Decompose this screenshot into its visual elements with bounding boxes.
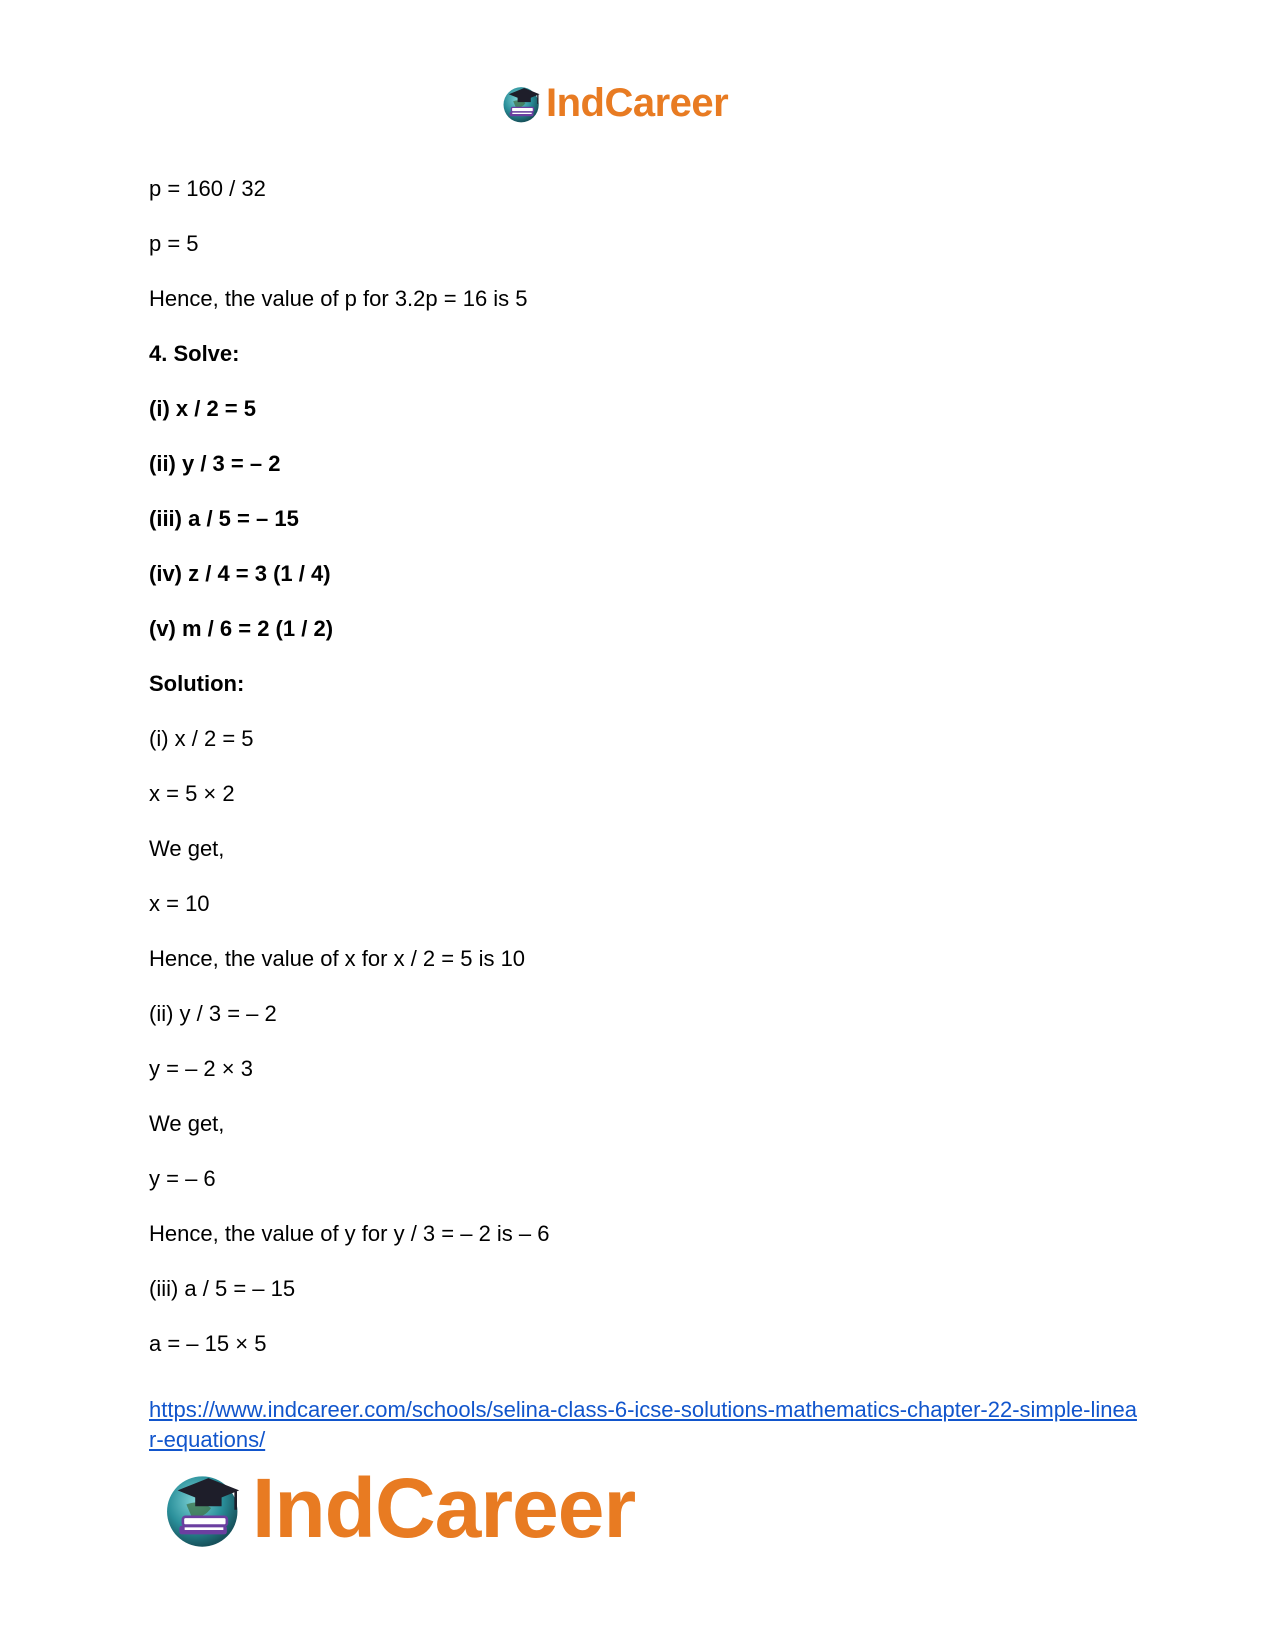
footer-logo-text: IndCareer — [252, 1460, 636, 1555]
question-heading: 4. Solve: — [149, 341, 240, 366]
text-line: p = 5 — [149, 231, 199, 256]
text-line: y = – 2 × 3 — [149, 1056, 253, 1081]
footer-logo — [160, 1460, 635, 1556]
text-line: We get, — [149, 1111, 225, 1136]
text-line: x = 10 — [149, 891, 210, 916]
question-part: (i) x / 2 = 5 — [149, 396, 256, 421]
header-logo — [500, 78, 728, 128]
text-line: Hence, the value of x for x / 2 = 5 is 10 — [149, 946, 526, 971]
graduation-cap-globe-books-icon — [160, 1464, 248, 1552]
text-line: (i) x / 2 = 5 — [149, 726, 254, 751]
header-logo-text: IndCareer — [546, 80, 729, 125]
source-link[interactable]: https://www.indcareer.com/schools/selina-class-6-icse-solutions-mathematics-chapter-22-simple-linear-equations/ — [149, 1397, 1137, 1452]
question-part: (iv) z / 4 = 3 (1 / 4) — [149, 561, 331, 586]
text-line: a = – 15 × 5 — [149, 1331, 267, 1356]
text-line: (ii) y / 3 = – 2 — [149, 1001, 277, 1026]
question-part: (v) m / 6 = 2 (1 / 2) — [149, 616, 334, 641]
text-line: (iii) a / 5 = – 15 — [149, 1276, 296, 1301]
question-part: (ii) y / 3 = – 2 — [149, 451, 281, 476]
text-line: x = 5 × 2 — [149, 781, 235, 806]
solution-heading: Solution: — [149, 671, 245, 696]
text-line: y = – 6 — [149, 1166, 216, 1191]
question-part: (iii) a / 5 = – 15 — [149, 506, 299, 531]
text-line: We get, — [149, 836, 225, 861]
graduation-cap-globe-books-icon — [500, 81, 544, 125]
document-body — [149, 176, 1129, 1386]
text-line: Hence, the value of y for y / 3 = – 2 is – 6 — [149, 1221, 550, 1246]
text-line: Hence, the value of p for 3.2p = 16 is 5 — [149, 286, 528, 311]
text-line: p = 160 / 32 — [149, 176, 266, 201]
